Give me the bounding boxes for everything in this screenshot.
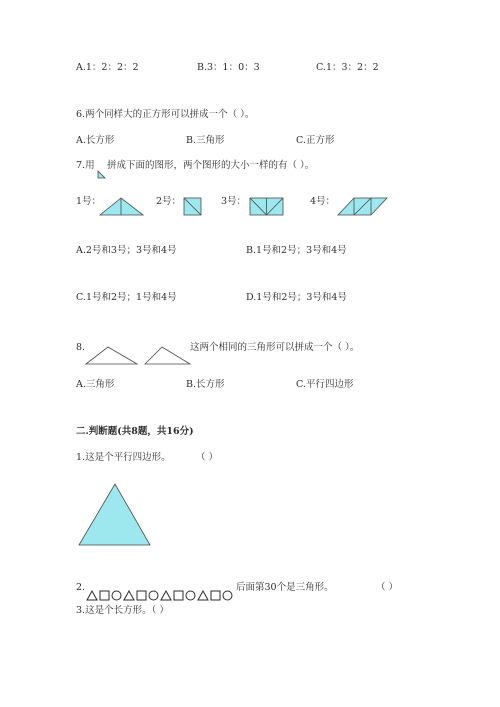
q8-number: 8. <box>76 342 86 353</box>
q7-option-c: C.1号和2号；1号和4号 <box>76 292 177 303</box>
q8-stem: 这两个相同的三角形可以拼成一个（ ）。 <box>190 342 360 353</box>
q7-shape-label-3: 3号： <box>221 196 247 207</box>
q8-triangle-1 <box>86 347 138 365</box>
j2-answer-blank: （ ） <box>376 582 399 593</box>
j1-triangle <box>79 484 151 546</box>
q8-triangle-2 <box>145 347 191 365</box>
j3-stem: 3.这是个长方形。（ ） <box>76 605 169 616</box>
q6-option-a: A.长方形 <box>76 135 115 146</box>
q5-option-b: B.3：1：0：3 <box>197 62 260 73</box>
section-heading: 二.判断题(共8题，共16分) <box>76 426 194 437</box>
j2-shape-sequence <box>87 590 235 602</box>
j1-stem: 1.这是个平行四边形。 <box>76 452 171 463</box>
q7-shape-3 <box>250 198 284 216</box>
small-triangle-icon <box>98 171 106 179</box>
q7-option-a: A.2号和3号；3号和4号 <box>76 245 177 256</box>
q5-option-a: A.1：2：2：2 <box>76 62 139 73</box>
q7-shape-1 <box>100 198 144 216</box>
q7-shape-label-4: 4号： <box>310 196 336 207</box>
q8-option-b: B.长方形 <box>186 379 225 390</box>
j1-answer-blank: （ ） <box>196 452 219 463</box>
q6-stem: 6.两个同样大的正方形可以拼成一个（ ）。 <box>76 109 255 120</box>
q7-option-d: D.1号和2号；3号和4号 <box>246 292 347 303</box>
q7-option-b: B.1号和2号；3号和4号 <box>246 245 347 256</box>
j2-stem: 后面第30个是三角形。 <box>236 582 334 593</box>
q6-option-b: B.三角形 <box>186 135 225 146</box>
j2-number: 2. <box>76 582 86 593</box>
q7-shape-label-2: 2号： <box>156 196 182 207</box>
q8-option-a: A.三角形 <box>76 379 115 390</box>
q5-option-c: C.1：3：2：2 <box>316 62 379 73</box>
q7-shape-label-1: 1号： <box>76 196 102 207</box>
q7-shape-4 <box>338 198 388 216</box>
q6-option-c: C.正方形 <box>296 135 335 146</box>
q8-option-c: C.平行四边形 <box>296 379 354 390</box>
q7-shape-2 <box>184 198 202 216</box>
q7-stem-prefix: 7.用 <box>76 160 95 171</box>
q7-stem-suffix: 拼成下面的图形，两个图形的大小一样的有（ ）。 <box>107 160 315 171</box>
